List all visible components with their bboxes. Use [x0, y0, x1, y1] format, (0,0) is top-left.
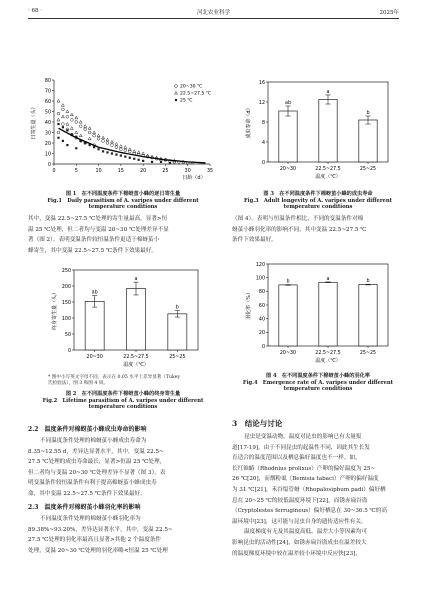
- fig1-scatter-chart: [28, 76, 218, 188]
- y-tick-label: 0: [261, 160, 265, 166]
- scatter-point: [75, 131, 78, 134]
- text-line: 27.5 ℃处理的成虫寿命最长，显著>恒温 25 ℃处理，: [28, 459, 166, 466]
- scatter-point: [97, 134, 100, 137]
- y-tick-label: 10: [44, 152, 51, 158]
- significance-letter: b: [175, 305, 179, 311]
- left-paragraph-1: [28, 214, 218, 256]
- y-tick-label: 50: [64, 332, 71, 338]
- text-line: （图 4）。表明与恒温条件相比，不同的变温条件对棉: [232, 216, 364, 222]
- scatter-point: [66, 129, 68, 131]
- scatter-point: [75, 121, 78, 124]
- scatter-point: [119, 148, 122, 151]
- footnote-line: 氏检验法），图 3 和图 4 同。: [48, 381, 108, 386]
- scatter-point: [102, 140, 105, 143]
- x-tick-label: 30: [184, 169, 191, 174]
- text-line: 的温度梯度环境中较在温差较小环境中反应快[23]，: [232, 550, 361, 557]
- page-number: · 68 ·: [28, 8, 42, 14]
- y-tick-label: 70: [44, 89, 51, 95]
- footnote-line: * 图中小写英文字母不同，表示在 0.05 水平上差异显著（Tukey: [48, 375, 181, 380]
- fig2-footnote: [48, 375, 218, 387]
- x-tick-label: 25~25: [359, 351, 377, 356]
- significance-letter: b: [366, 279, 370, 285]
- y-axis-label: 成虫寿命（d）: [246, 105, 252, 139]
- text-line: 8.35~12.55 d，差异达显著水平，其中，变温 22.5~: [28, 448, 164, 455]
- scatter-point: [124, 149, 127, 152]
- significance-letter: a: [326, 90, 330, 95]
- section-3-heading: 3 结论与讨论: [232, 419, 283, 428]
- legend-marker: [175, 91, 178, 94]
- bar: [319, 100, 337, 163]
- text-line: （Cryptolestes ferrugineus）偏好栖息在 30~36.5 ℃的高: [232, 508, 387, 515]
- scatter-point: [57, 123, 59, 125]
- text-line: 不同温度条件处理的棉蚜茧小蜂羽化率为: [40, 516, 141, 522]
- text-line: 育适合的温度范围以及栖息偏好温度也不一样。如，: [232, 455, 361, 462]
- bar: [279, 111, 297, 162]
- fig2-bar-chart: [40, 266, 208, 372]
- text-line: 89.38%~93.20%，差异达显著水平，其中，变温 22.5~: [28, 526, 173, 533]
- bar: [279, 285, 297, 346]
- scatter-point: [62, 123, 65, 126]
- scatter-point: [106, 142, 109, 145]
- scatter-point: [142, 160, 144, 162]
- right-paragraph-2: [232, 432, 400, 559]
- y-tick-label: 8: [261, 120, 265, 126]
- text-line: 昆虫是变温动物，温度对昆虫的影响已有大量报: [244, 434, 362, 440]
- left-paragraph-2: [28, 436, 218, 500]
- scatter-point: [97, 148, 99, 150]
- scatter-point: [88, 137, 91, 140]
- y-tick-label: 0: [67, 348, 71, 354]
- fig4-bar-chart: [236, 258, 400, 368]
- scatter-point: [84, 125, 87, 128]
- scatter-point: [57, 118, 60, 121]
- scatter-point: [102, 150, 104, 152]
- y-tick-label: 4: [261, 140, 265, 146]
- text-line: 明变温条件较恒温条件有利于提高棉蚜茧小蜂成虫寿: [28, 480, 157, 487]
- legend-label: 20~30 ℃: [180, 84, 203, 90]
- y-axis-label: 终身寄生量（头）: [52, 289, 58, 331]
- scatter-point: [93, 146, 95, 148]
- text-line: 26 ℃[20]，而烟粉虱（Bemisia tabaci）产卵的偏好温度: [232, 476, 379, 483]
- text-line: 息在 20~25 ℃的较低温度环境下[22]，而锈赤扁谷盗: [232, 497, 368, 504]
- text-line: 27.5 ℃处理的羽化率最高且显著>其他 2 个温度条件: [28, 537, 161, 544]
- text-line: 著（图 2）。表明变温条件较恒温条件更适于棉蚜茧小: [28, 237, 160, 244]
- x-axis-label: 温度（℃）: [315, 174, 341, 180]
- x-tick-label: 5: [74, 169, 78, 174]
- scatter-point: [66, 110, 69, 113]
- fig3-bar-chart: [238, 76, 398, 188]
- significance-letter: b: [286, 279, 290, 285]
- legend-marker: [175, 85, 178, 88]
- x-tick-label: 35: [206, 169, 214, 174]
- fig2-caption-en: Fig.2 Lifetime parasitism of A. varipes under different temperature conditions: [42, 398, 204, 411]
- y-axis-label: 羽化率（%）: [246, 290, 252, 320]
- left-paragraph-3: [28, 514, 218, 556]
- x-tick-label: 25~25: [169, 355, 186, 360]
- fig1-caption-en: Fig.1 Daily parasitism of A. varipes under different temperature conditions: [47, 198, 199, 211]
- scatter-point: [62, 108, 65, 111]
- y-tick-label: 20: [258, 331, 265, 337]
- significance-letter: a: [134, 277, 138, 283]
- scatter-point: [79, 120, 82, 123]
- x-tick-label: 0: [52, 169, 56, 174]
- scatter-point: [110, 140, 113, 143]
- fig4-caption-cn: 图 4 在不同温度条件下棉蚜茧小蜂的羽化率: [266, 373, 370, 379]
- scatter-point: [84, 128, 87, 131]
- scatter-point: [106, 138, 109, 141]
- bar: [359, 120, 377, 162]
- legend-label: 25 ℃: [180, 98, 193, 104]
- y-tick-label: 120: [255, 262, 265, 268]
- scatter-point: [57, 131, 60, 134]
- y-tick-label: 50: [44, 110, 51, 116]
- significance-letter: ab: [91, 290, 98, 296]
- scatter-point: [75, 116, 78, 119]
- header-rule: [28, 18, 399, 19]
- journal-name: 河北农业科学: [196, 10, 230, 16]
- x-tick-label: 22.5~27.5: [123, 355, 149, 360]
- legend-label: 22.5~27.5 ℃: [180, 91, 211, 97]
- y-tick-label: 0: [47, 162, 51, 168]
- text-line: 温度梯度有无及其温度高低、温差大小等因素均可: [244, 529, 368, 536]
- bar: [126, 289, 145, 350]
- significance-letter: ab: [285, 101, 291, 106]
- y-tick-label: 20: [44, 141, 51, 147]
- bar: [85, 301, 104, 350]
- scatter-point: [138, 159, 140, 161]
- scatter-point: [169, 162, 171, 164]
- x-tick-label: 20: [140, 169, 147, 174]
- x-axis-label: 日龄（d）: [182, 175, 206, 181]
- scatter-point: [129, 157, 131, 159]
- scatter-point: [61, 104, 64, 107]
- x-tick-label: 22.5~27.5: [315, 167, 341, 172]
- fig2-caption-cn: 图 2 在不同温度条件下棉蚜茧小蜂的终身寄生量: [65, 391, 181, 397]
- x-tick-label: 25~25: [359, 167, 377, 172]
- scatter-point: [97, 137, 100, 140]
- text-line: 温环境中[23]，这可能与昆虫自身的遗传适应性有关。: [232, 518, 367, 525]
- y-tick-label: 200: [61, 284, 71, 290]
- y-tick-label: 100: [255, 276, 265, 282]
- scatter-point: [57, 137, 59, 139]
- text-line: 道[17-19]。由于不同昆虫的起温性不同，因此其生长发: [232, 444, 370, 451]
- x-tick-label: 15: [117, 169, 124, 174]
- section-2-2-heading: 2.2 温度条件对棉蚜茧小蜂成虫寿命的影响: [28, 426, 147, 433]
- scatter-point: [111, 152, 113, 154]
- scatter-point: [124, 146, 127, 149]
- text-line: 处理，变温 20~30 ℃处理的羽化率略<恒温 25 ℃处理: [28, 547, 168, 554]
- y-tick-label: 100: [61, 316, 71, 322]
- scatter-point: [66, 115, 69, 118]
- scatter-point: [124, 156, 126, 158]
- text-line: 为 31 ℃[21]，禾谷缢管蚜（Rhopalosiphum padi）偏好栖: [232, 486, 386, 493]
- scatter-point: [115, 146, 118, 149]
- text-line: 影响昆虫的活动性[24]。如锈赤扁谷盗成虫在温差较大: [232, 539, 367, 546]
- scatter-point: [119, 145, 122, 148]
- x-axis-label: 温度（℃）: [315, 358, 341, 364]
- scatter-point: [115, 142, 118, 145]
- y-axis-label: 日寄生量（头）: [31, 104, 37, 140]
- scatter-point: [88, 127, 91, 130]
- scatter-point: [115, 153, 117, 155]
- x-tick-label: 20~30: [86, 355, 103, 360]
- y-tick-label: 60: [258, 303, 265, 309]
- x-tick-label: 20~30: [279, 167, 297, 172]
- text-line: 其中，变温 22.5~27.5 ℃处理的寄生量最高，显著>恒: [28, 216, 168, 222]
- scatter-point: [70, 113, 73, 116]
- scatter-point: [88, 131, 91, 134]
- bar: [359, 285, 377, 346]
- y-tick-label: 150: [61, 300, 71, 306]
- fig3-caption-en: Fig.3 Adult longevity of A. varipes under different temperature conditions: [243, 198, 393, 211]
- scatter-point: [133, 158, 135, 160]
- x-tick-label: 25: [162, 169, 169, 174]
- y-tick-label: 40: [258, 317, 265, 323]
- scatter-point: [93, 131, 96, 134]
- significance-letter: b: [366, 111, 370, 116]
- y-tick-label: 80: [258, 290, 265, 296]
- scatter-point: [57, 112, 60, 115]
- fit-line: [58, 128, 205, 163]
- y-tick-label: 250: [61, 268, 71, 274]
- scatter-point: [151, 161, 153, 163]
- x-axis-label: 温度（℃）: [123, 362, 149, 368]
- scatter-point: [66, 144, 68, 146]
- text-line: 命，其中变温 22.5~27.5 ℃条件下效果最好。: [28, 490, 146, 497]
- section-2-3-heading: 2.3 温度条件对棉蚜茧小蜂羽化率的影响: [28, 504, 141, 511]
- scatter-point: [79, 134, 82, 137]
- y-tick-label: 40: [44, 120, 51, 126]
- y-tick-label: 12: [258, 100, 265, 106]
- text-line: 但二者均与变温 20~30 ℃处理差异不显著（图 3）。表: [28, 469, 166, 476]
- y-tick-label: 80: [44, 78, 51, 84]
- x-tick-label: 22.5~27.5: [315, 351, 341, 356]
- text-line: 蜂寄生，其中变温 22.5~27.5 ℃条件下效果最好。: [28, 247, 157, 254]
- bar: [168, 314, 187, 350]
- bar: [319, 282, 337, 346]
- scatter-point: [120, 155, 122, 157]
- fig1-caption-cn: 图 1 在不同温度条件下棉蚜茧小蜂的逐日寄生量: [65, 191, 181, 197]
- y-tick-label: 30: [44, 131, 51, 137]
- text-line: 温 25 ℃处理，但二者均与变温 20~30 ℃处理差异不显: [28, 226, 169, 233]
- scatter-point: [61, 115, 64, 118]
- legend-marker: [175, 99, 177, 101]
- scatter-point: [66, 123, 69, 126]
- scatter-point: [106, 151, 108, 153]
- x-tick-label: 20~30: [279, 351, 297, 356]
- scatter-point: [102, 136, 105, 139]
- y-tick-label: 60: [44, 99, 51, 105]
- fig4-caption-en: Fig.4 Emergence rate of A. varipes under different temperature conditions: [242, 380, 394, 393]
- scatter-point: [62, 140, 64, 142]
- x-tick-label: 10: [95, 169, 102, 174]
- right-paragraph-1: [232, 214, 400, 246]
- y-tick-label: 0: [261, 344, 265, 350]
- text-line: 长红锥蝽（Rhodnius prolixus）产卵的偏好温度为 25~: [232, 465, 376, 472]
- y-tick-label: 16: [258, 80, 265, 86]
- scatter-point: [160, 161, 162, 163]
- journal-year: 2025年: [379, 10, 399, 16]
- scatter-point: [75, 147, 77, 149]
- scatter-point: [79, 125, 82, 128]
- scatter-point: [93, 134, 96, 137]
- text-line: 条件下效果最好。: [232, 237, 277, 244]
- scatter-point: [57, 99, 60, 102]
- fig3-caption-cn: 图 3 在不同温度条件下棉蚜茧小蜂的成虫寿命: [263, 191, 373, 197]
- scatter-point: [62, 126, 64, 128]
- text-line: 不同温度条件处理的棉蚜茧小蜂成虫寿命为: [40, 438, 147, 444]
- text-line: 蚜茧小蜂羽化率的影响不同，其中变温 22.5~27.5 ℃: [232, 226, 367, 233]
- scatter-point: [111, 144, 114, 147]
- scatter-point: [70, 119, 73, 122]
- significance-letter: a: [326, 276, 330, 282]
- scatter-point: [70, 127, 73, 130]
